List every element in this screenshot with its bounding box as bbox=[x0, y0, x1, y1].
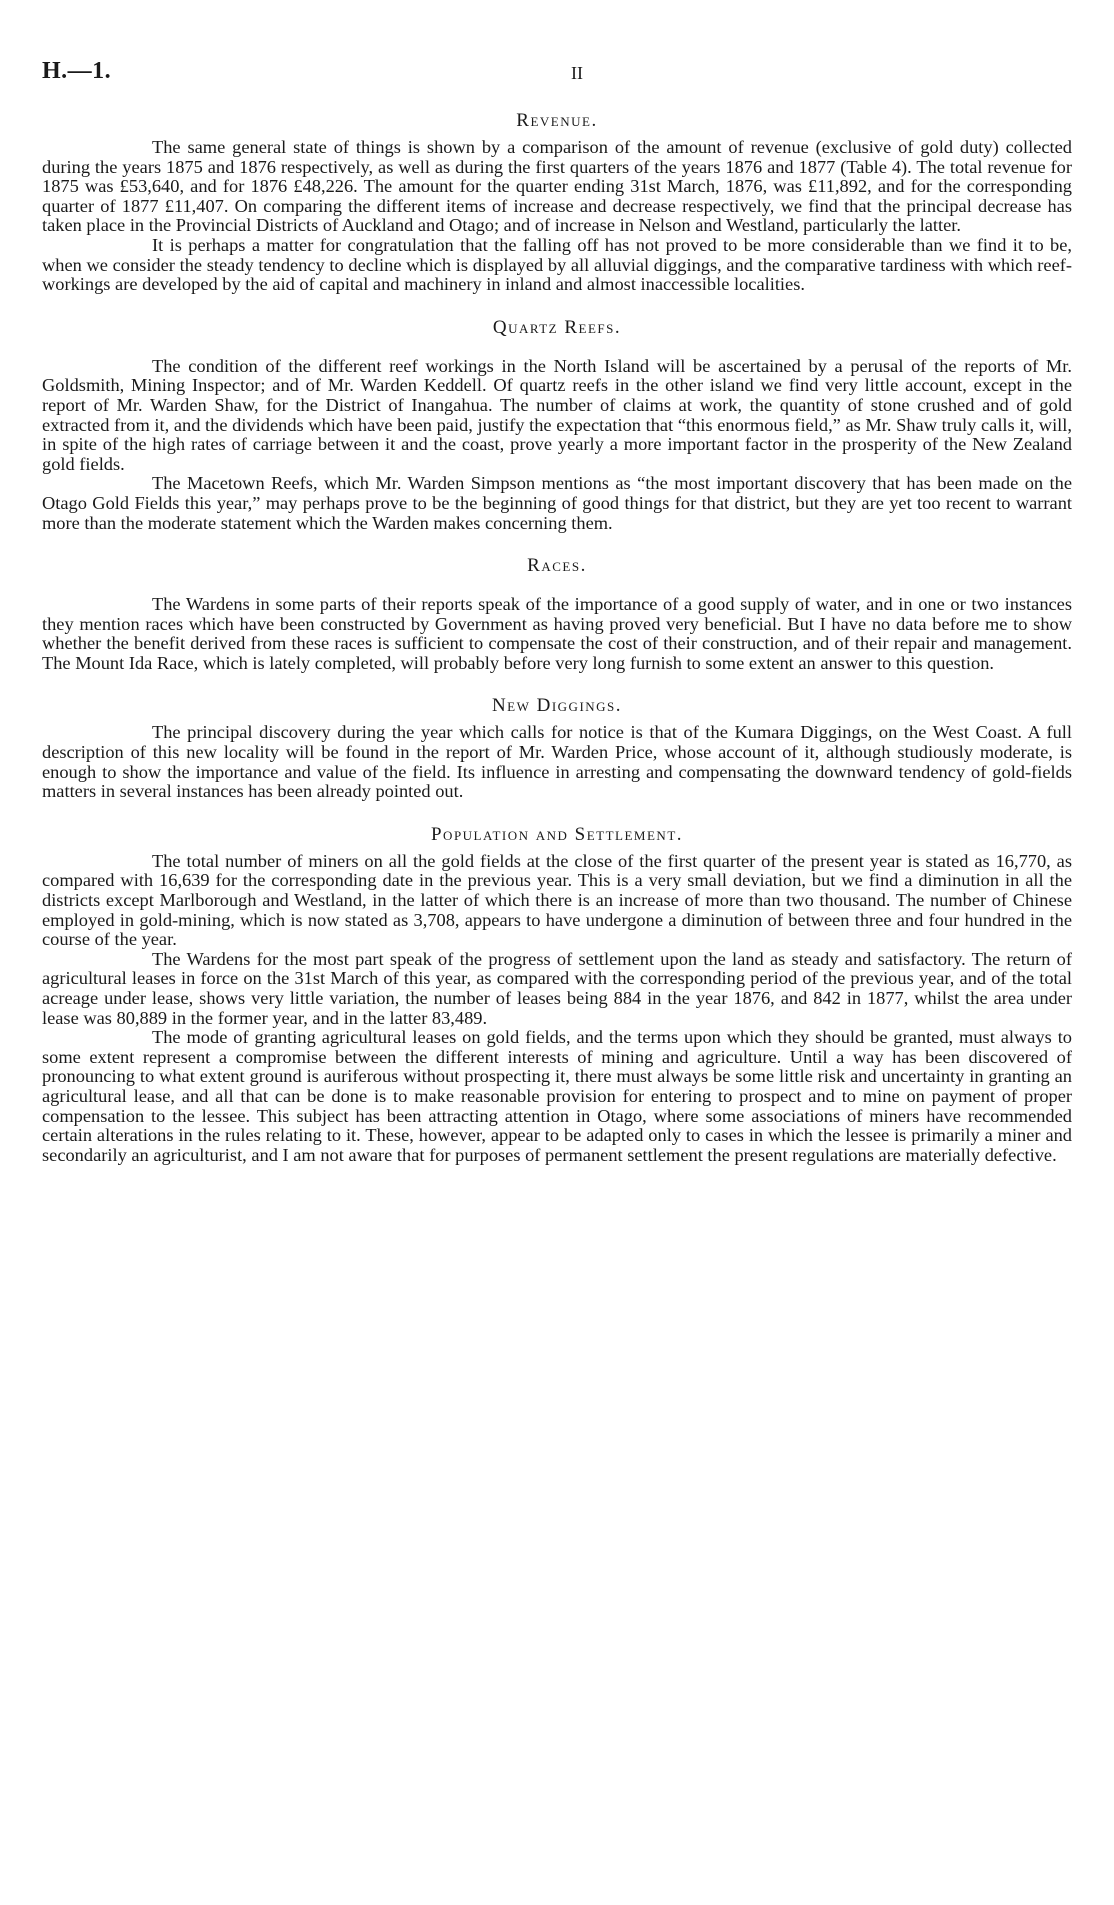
paragraph: The Wardens for the most part speak of the progress of settlement upon the land as steady and satisfactory. The return of agricultural leases in force on the 31st March of this year, as compared with the corresponding period of the previous year, and of the total acreage under lease, shows very little variation, the number of leases being 884 in the year 1876, and 842 in 1877, whilst the area under lease was 80,889 in the former year, and in the latter 83,489. bbox=[42, 948, 1072, 1028]
section-heading: New Diggings. bbox=[491, 695, 623, 717]
section-heading: Population and Settlement. bbox=[430, 823, 684, 845]
section-heading: Quartz Reefs. bbox=[492, 316, 622, 338]
document-reference: H.—1. bbox=[42, 58, 112, 84]
paragraph: The same general state of things is shown by a comparison of the amount of revenue (exclusive of gold duty) collected during the years 1875 and 1876 respectively, as well as during the first quarters of the years 1876 and 1877 (Table 4). The total revenue for 1875 was £53,640, and for 1876 £48,226. The amount for the quarter ending 31st March, 1876, was £11,892, and for the corresponding quarter of 1877 £11,407. On comparing the different items of increase and decrease respectively, we find that the principal decrease has taken place in the Provincial Districts of Auckland and Otago; and of increase in Nelson and Westland, particularly the latter. bbox=[42, 137, 1072, 236]
paragraph: The Macetown Reefs, which Mr. Warden Simpson mentions as “the most important discovery that has been made on the Otago Gold Fields this year,” may perhaps prove to be the beginning of good things for that district, but they are yet too recent to warrant more than the moderate statement which the Warden makes concerning them. bbox=[42, 473, 1072, 533]
page-content bbox=[42, 110, 1072, 1165]
section-heading: Revenue. bbox=[516, 110, 598, 131]
section-quartz-reefs bbox=[42, 317, 1072, 533]
section-races bbox=[42, 555, 1072, 673]
paragraph: The mode of granting agricultural leases on gold fields, and the terms upon which they should be granted, must always to some extent represent a compromise between the different interests of mining and agriculture. Until a way has been discovered of pronouncing to what extent ground is auriferous without prospecting it, there must always be some little risk and uncertainty in granting an agricultural lease, and all that can be done is to make reasonable provision for entering to prospect and to mine on payment of proper compensation to the lessee. This subject has been attracting attention in Otago, where some associations of miners have recommended certain alterations in the rules relating to it. These, however, appear to be adapted only to cases in which the lessee is primarily a miner and secondarily an agriculturist, and I am not aware that for purposes of permanent settlement the present regulations are materially defective. bbox=[42, 1027, 1072, 1165]
page-number: II bbox=[571, 63, 583, 83]
section-population-settlement bbox=[42, 824, 1072, 1166]
section-revenue bbox=[42, 110, 1072, 295]
section-new-diggings bbox=[42, 695, 1072, 801]
paragraph: It is perhaps a matter for congratulation that the falling off has not proved to be more considerable than we find it to be, when we consider the steady tendency to decline which is displayed by all alluvial diggings, and the comparative tardiness with which reef-workings are developed by the aid of capital and machinery in inland and almost inaccessible localities. bbox=[42, 234, 1072, 295]
paragraph: The total number of miners on all the gold fields at the close of the first quarter of the present year is stated as 16,770, as compared with 16,639 for the corresponding date in the previous year. This is a very small deviation, but we find a diminution in all the districts except Marlborough and Westland, in the latter of which there is an increase of more than two thousand. The number of Chinese employed in gold-mining, which is now stated as 3,708, appears to have undergone a diminution of between three and four hundred in the course of the year. bbox=[42, 850, 1072, 950]
paragraph: The Wardens in some parts of their reports speak of the importance of a good supply of water, and in one or two instances they mention races which have been constructed by Government as having proved very beneficial. But I have no data before me to show whether the benefit derived from these races is sufficient to compensate the cost of their construction, and of their repair and management. The Mount Ida Race, which is lately completed, will probably before very long furnish to some extent an answer to this question. bbox=[42, 594, 1072, 673]
section-heading: Races. bbox=[527, 555, 587, 577]
paragraph: The condition of the different reef workings in the North Island will be ascertained by a perusal of the reports of Mr. Goldsmith, Mining Inspector; and of Mr. Warden Keddell. Of quartz reefs in the other island we find very little account, except in the report of Mr. Warden Shaw, for the District of Inangahua. The number of claims at work, the quantity of stone crushed and of gold extracted from it, and the dividends which have been paid, justify the expectation that “this enormous field,” as Mr. Shaw truly calls it, will, in spite of the high rates of carriage between it and the coast, prove yearly a more important factor in the prosperity of the New Zealand gold fields. bbox=[42, 355, 1072, 474]
paragraph: The principal discovery during the year which calls for notice is that of the Kumara Diggings, on the West Coast. A full description of this new locality will be found in the report of Mr. Warden Price, whose account of it, although studiously moderate, is enough to show the importance and value of the field. Its influence in arresting and compensating the downward tendency of gold-fields matters in several instances has been already pointed out. bbox=[42, 722, 1072, 802]
